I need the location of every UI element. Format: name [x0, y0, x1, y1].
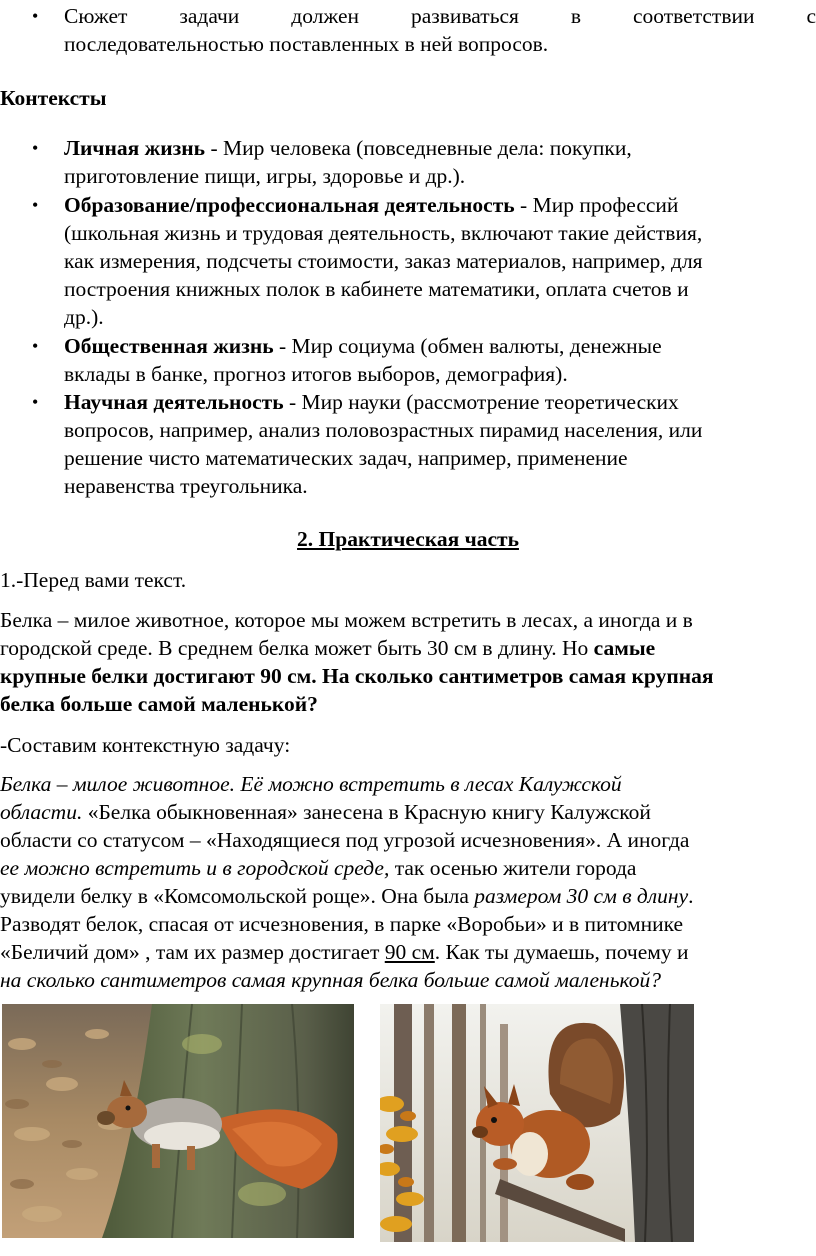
context-line: неравенства треугольника.: [64, 474, 308, 498]
context-term: Научная деятельность: [64, 390, 284, 414]
context-line: вклады в банке, прогноз итогов выборов, демография).: [64, 362, 568, 386]
squirrel-illustration: [2, 1004, 354, 1238]
context-line: построения книжных полок в кабинете математики, оплата счетов и: [64, 277, 689, 301]
intro-bullet-line-1: Сюжет задачи должен развиваться в соответствии с: [64, 4, 816, 28]
context-task-line: [0, 854, 636, 882]
context-description: - Мир социума (обмен валюты, денежные: [273, 334, 662, 358]
task-text-line: [0, 634, 655, 662]
bullet-marker: •: [32, 138, 39, 158]
context-task-italic: размером 30 см в длину: [474, 884, 689, 908]
practical-heading: 2. Практическая часть: [297, 527, 519, 551]
task-text-line: Белка – милое животное, которое мы можем встретить в лесах, а иногда и в: [0, 608, 693, 632]
context-task-line: на сколько сантиметров самая крупная белка больше самой маленькой?: [0, 968, 661, 992]
contexts-heading: Контексты: [0, 86, 107, 110]
bullet-marker: •: [32, 392, 39, 412]
context-task-line: Белка – милое животное. Её можно встретить в лесах Калужской: [0, 772, 622, 796]
context-line: приготовление пищи, игры, здоровье и др.).: [64, 164, 466, 188]
context-task-underlined: 90 см: [384, 940, 435, 964]
context-description: - Мир науки (рассмотрение теоретических: [283, 390, 679, 414]
context-task-plain: «Белка обыкновенная» занесена в Красную книгу Калужской: [82, 800, 651, 824]
context-line: как измерения, подсчеты стоимости, заказ материалов, например, для: [64, 249, 703, 273]
context-task-line: [0, 938, 689, 966]
bullet-marker: •: [32, 195, 39, 215]
context-term: Образование/профессиональная деятельность: [64, 193, 515, 217]
context-term: Личная жизнь: [64, 136, 206, 160]
context-term: Общественная жизнь: [64, 334, 274, 358]
context-item-personal: [64, 134, 632, 162]
context-item-science: [64, 388, 679, 416]
context-task-plain: . Как ты думаешь, почему и: [434, 940, 689, 964]
context-task-line: [0, 882, 693, 910]
context-task-plain: увидели белку в «Комсомольской роще». Она была: [0, 884, 475, 908]
intro-bullet-line-2: последовательностью поставленных в ней вопросов.: [64, 32, 549, 56]
context-task-italic: ее можно встретить и в городской среде,: [0, 856, 390, 880]
context-task-line: Разводят белок, спасая от исчезновения, в парке «Воробьи» и в питомнике: [0, 912, 684, 936]
context-task-italic: области.: [0, 800, 83, 824]
compose-line: -Составим контекстную задачу:: [0, 733, 291, 757]
squirrel-photo-right: [380, 1004, 694, 1242]
context-task-plain: так осенью жители города: [389, 856, 637, 880]
bullet-marker: •: [32, 6, 39, 26]
task-text-line: белка больше самой маленькой?: [0, 692, 318, 716]
context-task-line: [0, 798, 651, 826]
context-line: др.).: [64, 305, 104, 329]
squirrel-illustration: [380, 1004, 694, 1242]
context-item-social: [64, 332, 662, 360]
context-task-plain: .: [688, 884, 694, 908]
task-text-line: крупные белки достигают 90 см. На сколько сантиметров самая крупная: [0, 664, 714, 688]
squirrel-photo-left: [2, 1004, 354, 1238]
context-line: (школьная жизнь и трудовая деятельность, включают такие действия,: [64, 221, 703, 245]
context-line: вопросов, например, анализ половозрастных пирамид населения, или: [64, 418, 703, 442]
context-description: - Мир человека (повседневные дела: покупки,: [205, 136, 632, 160]
bullet-marker: •: [32, 336, 39, 356]
task-text-bold: самые: [593, 636, 656, 660]
context-task-line: области со статусом – «Находящиеся под угрозой исчезновения». А иногда: [0, 828, 690, 852]
context-line: решение чисто математических задач, например, применение: [64, 446, 628, 470]
task-intro: 1.-Перед вами текст.: [0, 568, 187, 592]
context-task-plain: «Беличий дом» , там их размер достигает: [0, 940, 385, 964]
task-text-plain: городской среде. В среднем белка может быть 30 см в длину. Но: [0, 636, 594, 660]
context-item-education: [64, 191, 678, 219]
context-description: - Мир профессий: [514, 193, 679, 217]
